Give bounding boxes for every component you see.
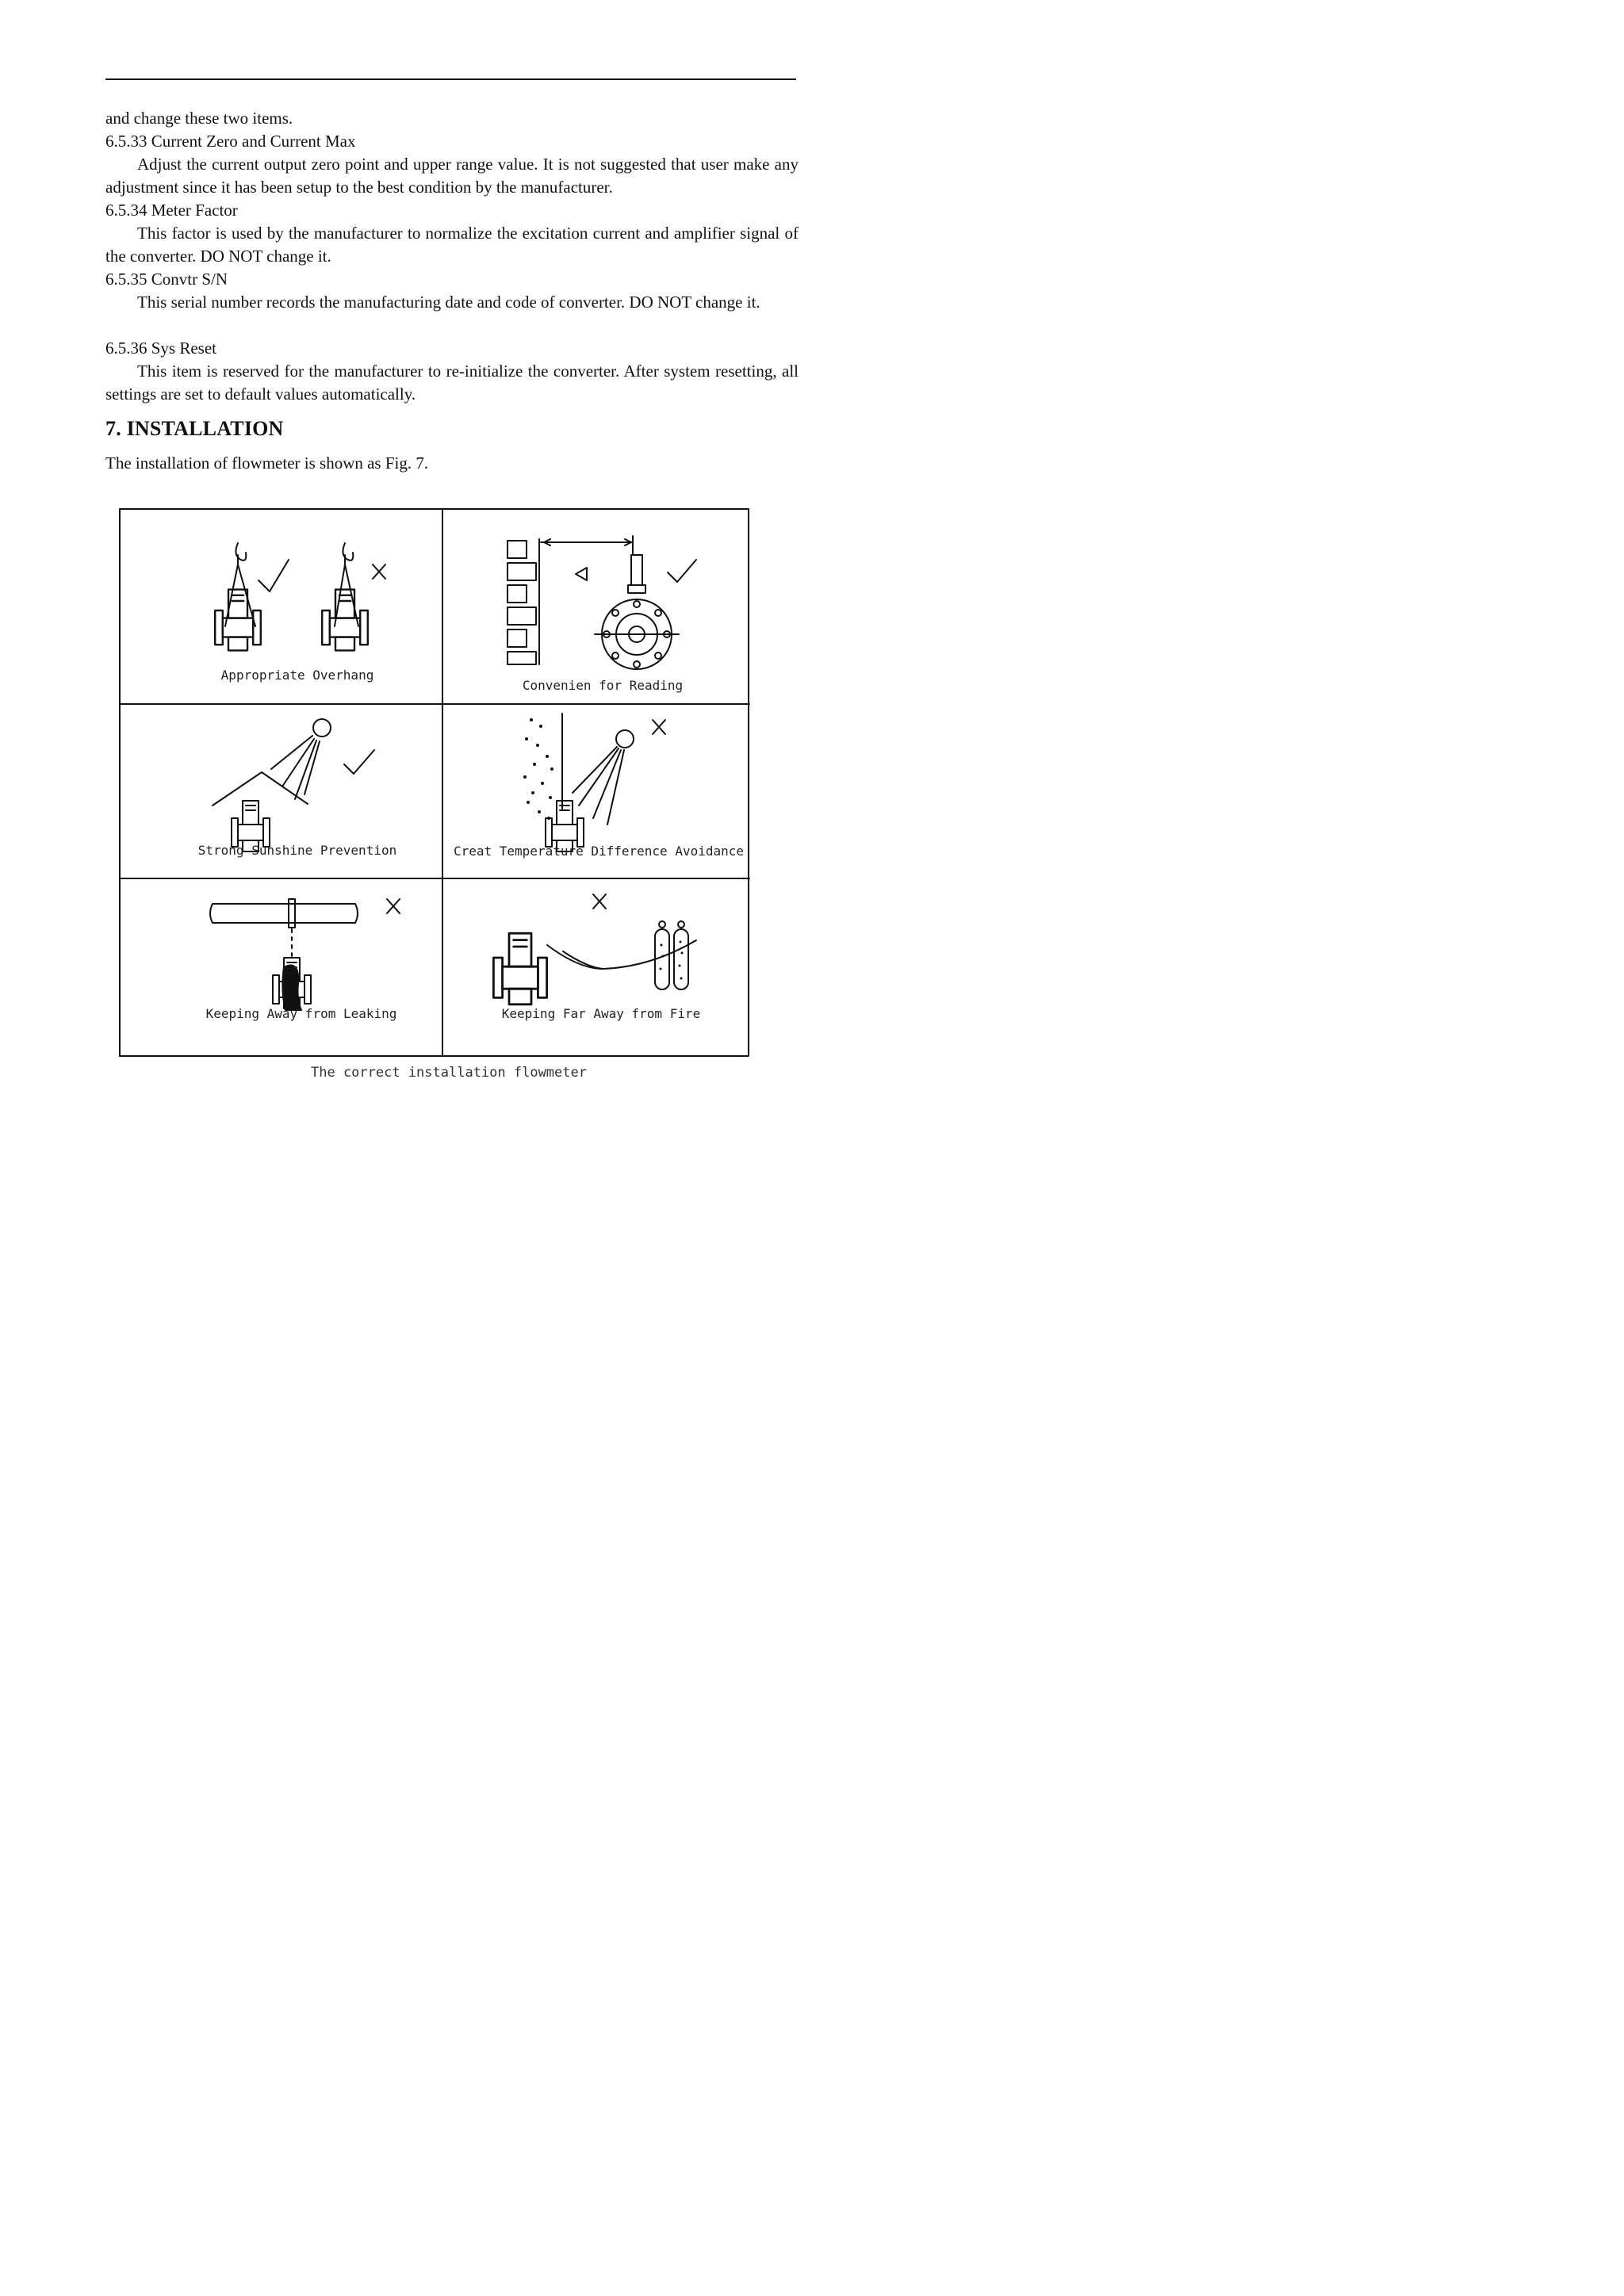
particles xyxy=(523,718,553,820)
sun-icon xyxy=(313,719,331,737)
panel-away-from-leaking xyxy=(210,899,400,1010)
installation-intro: The installation of flowmeter is shown as Fig. 7. xyxy=(105,453,429,473)
check-mark-icon xyxy=(344,750,374,774)
panel-away-from-fire xyxy=(493,894,696,1004)
paragraph-continuation: and change these two items. xyxy=(105,109,293,128)
section-6-5-35-title: 6.5.35 Convtr S/N xyxy=(105,270,228,289)
check-mark-icon xyxy=(668,560,696,582)
panel-sunshine-prevention xyxy=(213,719,374,851)
section-6-5-34-body: This factor is used by the manufacturer to normalize the excitation current and amplifier signal of the converter. DO NOT change it. xyxy=(105,224,799,266)
cross-mark-icon xyxy=(653,720,665,734)
figure-caption: The correct installation flowmeter xyxy=(311,1065,587,1081)
panel-caption-leaking: Keeping Away from Leaking xyxy=(205,1006,397,1021)
cross-mark-icon xyxy=(373,564,385,579)
panel-caption-temperature: Creat Temperature Difference Avoidance xyxy=(453,844,745,859)
panel-caption-fire: Keeping Far Away from Fire xyxy=(501,1006,701,1021)
panel-convenient-reading xyxy=(508,536,696,669)
sun-icon xyxy=(616,730,634,748)
panel-temperature-difference xyxy=(523,714,665,851)
panel-caption-sunshine: Strong Sunshine Prevention xyxy=(197,843,397,858)
section-6-5-35-body: This serial number records the manufacturing date and code of converter. DO NOT change it. xyxy=(137,293,760,312)
header-rule xyxy=(105,78,796,80)
section-6-5-33-body: Adjust the current output zero point and upper range value. It is not suggested that user make any adjustment since it has been setup to the best condition by the manufacturer. xyxy=(105,155,799,197)
section-7-heading: 7. INSTALLATION xyxy=(105,417,284,440)
eye-icon xyxy=(576,568,587,580)
panel-appropriate-overhang xyxy=(215,543,385,650)
panel-caption-reading: Convenien for Reading xyxy=(522,678,684,693)
section-6-5-36-body: This item is reserved for the manufacturer to re-initialize the converter. After system resetting, all settings are set to default values automatically. xyxy=(105,362,799,404)
cross-mark-icon xyxy=(593,894,606,909)
section-6-5-33-title: 6.5.33 Current Zero and Current Max xyxy=(105,132,356,151)
section-6-5-34-title: 6.5.34 Meter Factor xyxy=(105,201,238,220)
check-mark-icon xyxy=(259,560,289,591)
panel-caption-overhang: Appropriate Overhang xyxy=(220,668,374,683)
cross-mark-icon xyxy=(387,899,400,913)
section-6-5-36-title: 6.5.36 Sys Reset xyxy=(105,339,217,358)
installation-figure xyxy=(119,507,750,1058)
